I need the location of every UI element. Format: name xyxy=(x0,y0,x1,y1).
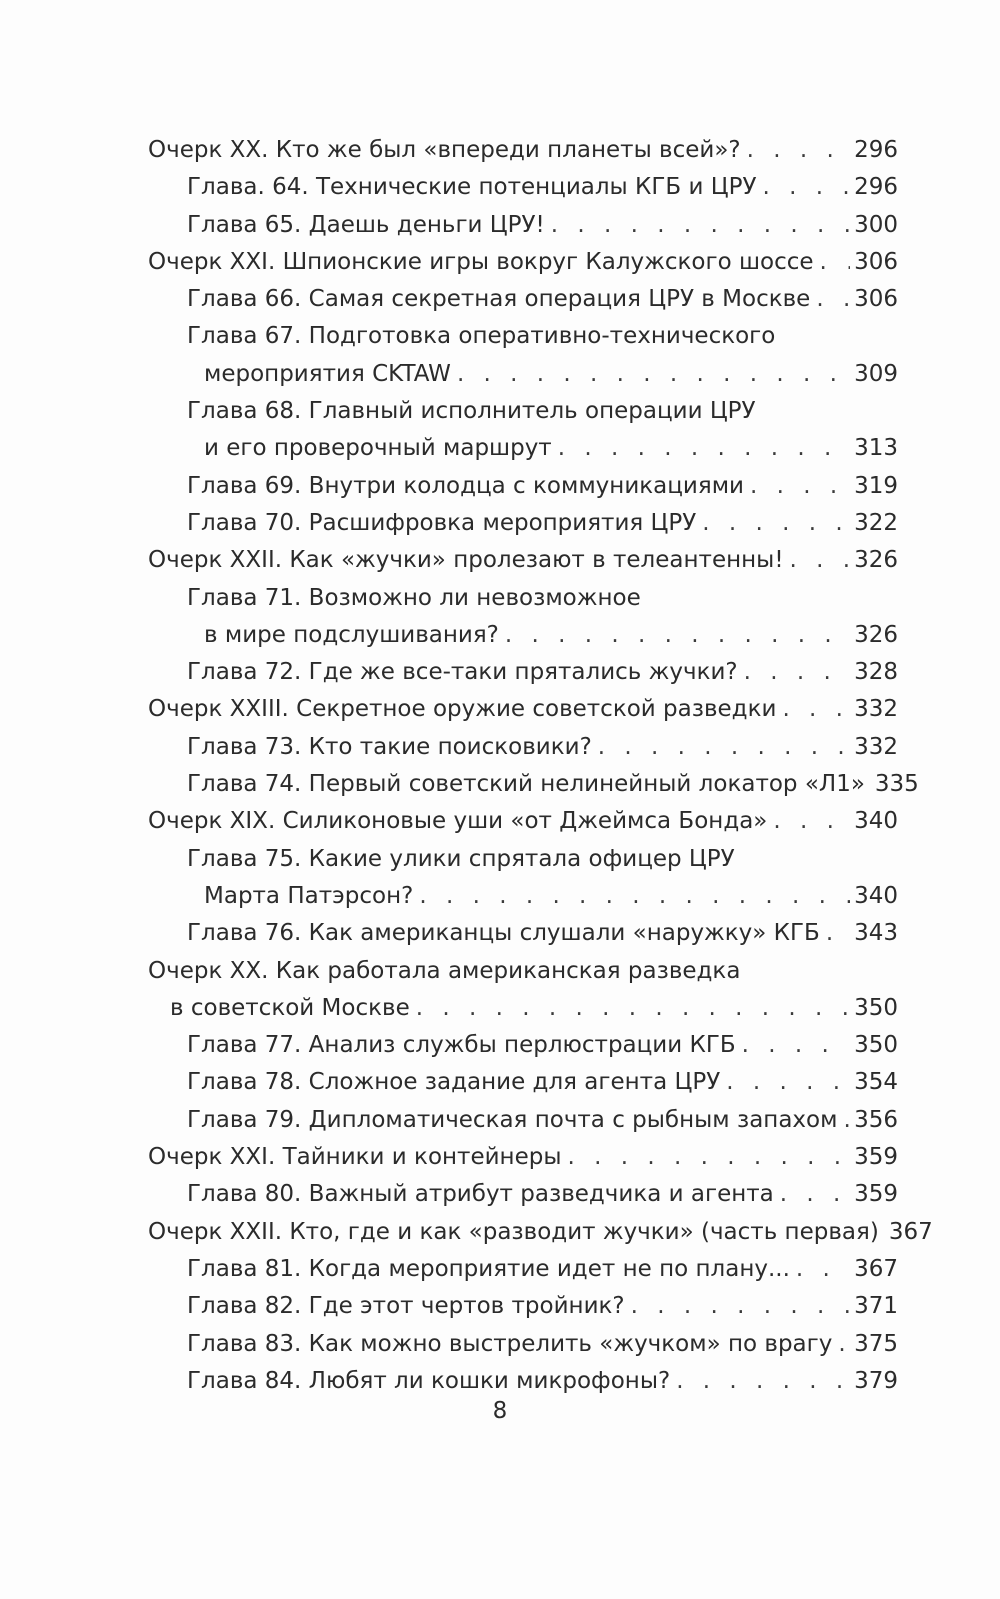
toc-chapter-entry xyxy=(148,729,898,766)
toc-page-number: 328 xyxy=(854,659,898,686)
toc-line xyxy=(187,580,898,617)
toc-section-entry xyxy=(148,244,898,281)
toc-line xyxy=(187,281,898,318)
toc-line xyxy=(148,803,898,840)
toc-title: Глава 69. Внутри колодца с коммуникациями xyxy=(187,472,744,499)
toc-chapter-entry xyxy=(148,654,898,691)
toc-line xyxy=(187,1363,898,1400)
dot-leader xyxy=(558,430,850,467)
dot-leader xyxy=(843,1102,850,1139)
toc-title: Очерк XX. Как работала американская разведка xyxy=(148,957,741,984)
dot-leader xyxy=(773,803,850,840)
toc-chapter-entry xyxy=(148,468,898,505)
toc-title: Глава 71. Возможно ли невозможное xyxy=(187,584,641,611)
dot-leader xyxy=(505,617,850,654)
page-number: 8 xyxy=(492,1398,508,1424)
toc-chapter-entry xyxy=(148,393,898,468)
table-of-contents xyxy=(148,132,933,1400)
toc-line xyxy=(148,691,898,728)
toc-page-number: 322 xyxy=(854,509,898,536)
toc-page-number: 326 xyxy=(854,621,898,648)
toc-section-entry xyxy=(148,1214,933,1251)
toc-page-number: 296 xyxy=(854,174,898,201)
dot-leader xyxy=(702,505,850,542)
toc-title: в мире подслушивания? xyxy=(204,621,499,648)
toc-page-number: 319 xyxy=(854,472,898,499)
toc-chapter-entry xyxy=(148,1326,898,1363)
toc-chapter-entry xyxy=(148,1027,898,1064)
toc-line xyxy=(187,766,919,803)
toc-page-number: 340 xyxy=(854,808,898,835)
toc-line xyxy=(187,915,898,952)
toc-line xyxy=(148,244,898,281)
toc-title: Очерк XXII. Как «жучки» пролезают в телеантенны! xyxy=(148,547,784,574)
toc-line xyxy=(187,468,898,505)
toc-page-number: 332 xyxy=(854,696,898,723)
dot-leader xyxy=(416,990,850,1027)
toc-chapter-entry xyxy=(148,1176,898,1213)
toc-title: Глава 72. Где же все-таки прятались жучки? xyxy=(187,659,738,686)
toc-line xyxy=(187,654,898,691)
toc-page-number: 309 xyxy=(854,360,898,387)
dot-leader xyxy=(457,356,850,393)
toc-section-entry xyxy=(148,132,898,169)
toc-line xyxy=(148,132,898,169)
toc-title: Очерк XXI. Шпионские игры вокруг Калужского шоссе xyxy=(148,248,814,275)
dot-leader xyxy=(790,542,851,579)
toc-line xyxy=(187,1251,898,1288)
dot-leader xyxy=(750,468,850,505)
dot-leader xyxy=(568,1139,851,1176)
toc-page-number: 332 xyxy=(854,733,898,760)
dot-leader xyxy=(816,281,850,318)
toc-line xyxy=(187,1288,898,1325)
toc-chapter-entry xyxy=(148,766,919,803)
toc-line xyxy=(148,1214,933,1251)
toc-chapter-entry xyxy=(148,169,898,206)
toc-line xyxy=(187,505,898,542)
toc-title: Глава 67. Подготовка оперативно-технического xyxy=(187,323,776,350)
toc-title: мероприятия CKTAW xyxy=(204,360,451,387)
toc-title: Очерк XXI. Тайники и контейнеры xyxy=(148,1144,562,1171)
toc-line xyxy=(187,841,898,878)
toc-line xyxy=(148,990,898,1027)
toc-title: Глава 76. Как американцы слушали «наружку» КГБ xyxy=(187,920,820,947)
toc-chapter-entry xyxy=(148,1102,898,1139)
toc-page-number: 367 xyxy=(854,1255,898,1282)
dot-leader xyxy=(744,654,850,691)
dot-leader xyxy=(551,207,850,244)
toc-chapter-entry xyxy=(148,505,898,542)
toc-page-number: 306 xyxy=(854,248,898,275)
dot-leader xyxy=(747,132,850,169)
dot-leader xyxy=(631,1288,850,1325)
toc-page-number: 340 xyxy=(854,882,898,909)
toc-line xyxy=(187,318,898,355)
toc-page-number: 335 xyxy=(874,771,919,798)
toc-title: Глава 74. Первый советский нелинейный локатор «Л1» xyxy=(187,771,865,798)
toc-title: Марта Патэрсон? xyxy=(204,882,414,909)
toc-title: Очерк XX. Кто же был «впереди планеты всей»? xyxy=(148,137,741,163)
toc-chapter-entry xyxy=(148,1363,898,1400)
toc-page-number: 313 xyxy=(854,435,898,462)
toc-line xyxy=(187,1064,898,1101)
toc-chapter-entry xyxy=(148,318,898,393)
toc-page-number: 350 xyxy=(854,994,898,1021)
toc-line xyxy=(187,1102,898,1139)
dot-leader xyxy=(820,244,851,281)
toc-title: Очерк XIX. Силиконовые уши «от Джеймса Бонда» xyxy=(148,808,768,835)
toc-page-number: 326 xyxy=(854,547,898,574)
toc-page-number: 375 xyxy=(854,1330,898,1357)
toc-chapter-entry xyxy=(148,841,898,916)
toc-chapter-entry xyxy=(148,1288,898,1325)
toc-title: Глава 77. Анализ службы перлюстрации КГБ xyxy=(187,1032,736,1059)
toc-page-number: 343 xyxy=(854,920,898,947)
dot-leader xyxy=(780,1176,850,1213)
dot-leader xyxy=(826,915,850,952)
toc-line xyxy=(187,878,898,915)
toc-title: Глава 82. Где этот чертов тройник? xyxy=(187,1293,625,1320)
dot-leader xyxy=(598,729,850,766)
toc-title: Очерк XXIII. Секретное оружие советской разведки xyxy=(148,696,777,723)
toc-chapter-entry xyxy=(148,1251,898,1288)
toc-line xyxy=(187,1176,898,1213)
toc-title: Глава 65. Даешь деньги ЦРУ! xyxy=(187,211,545,238)
toc-page-number: 306 xyxy=(854,286,898,313)
toc-title: Очерк XXII. Кто, где и как «разводит жучки» (часть первая) xyxy=(148,1218,879,1245)
toc-title: Глава 73. Кто такие поисковики? xyxy=(187,733,592,760)
toc-title: в советской Москве xyxy=(170,994,410,1021)
toc-page-number: 300 xyxy=(854,211,898,238)
toc-section-entry xyxy=(148,953,898,1028)
toc-title: Глава 78. Сложное задание для агента ЦРУ xyxy=(187,1069,721,1096)
toc-page-number: 379 xyxy=(854,1367,898,1394)
toc-chapter-entry xyxy=(148,580,898,655)
toc-line xyxy=(187,169,898,206)
dot-leader xyxy=(796,1251,850,1288)
toc-page-number: 356 xyxy=(854,1106,898,1133)
toc-title: Глава. 64. Технические потенциалы КГБ и ЦРУ xyxy=(187,174,757,201)
toc-section-entry xyxy=(148,1139,898,1176)
toc-line xyxy=(148,953,898,990)
toc-line xyxy=(187,393,898,430)
toc-line xyxy=(148,542,898,579)
toc-chapter-entry xyxy=(148,915,898,952)
dot-leader xyxy=(742,1027,850,1064)
toc-page-number: 371 xyxy=(854,1293,898,1320)
toc-page-number: 354 xyxy=(854,1069,898,1096)
toc-title: Глава 66. Самая секретная операция ЦРУ в Москве xyxy=(187,286,811,313)
toc-chapter-entry xyxy=(148,207,898,244)
toc-title: Глава 68. Главный исполнитель операции ЦРУ xyxy=(187,398,756,425)
toc-chapter-entry xyxy=(148,1064,898,1101)
dot-leader xyxy=(782,691,850,728)
toc-line xyxy=(187,617,898,654)
dot-leader xyxy=(838,1326,850,1363)
toc-page-number: 359 xyxy=(854,1181,898,1208)
toc-section-entry xyxy=(148,691,898,728)
toc-title: Глава 84. Любят ли кошки микрофоны? xyxy=(187,1367,671,1394)
toc-title: Глава 70. Расшифровка мероприятия ЦРУ xyxy=(187,509,697,536)
toc-title: Глава 81. Когда мероприятие идет не по плану... xyxy=(187,1255,790,1282)
dot-leader xyxy=(676,1363,850,1400)
dot-leader xyxy=(419,878,850,915)
dot-leader xyxy=(762,169,850,206)
toc-line xyxy=(187,729,898,766)
toc-line xyxy=(187,430,898,467)
toc-page-number: 350 xyxy=(854,1032,898,1059)
toc-title: и его проверочный маршрут xyxy=(204,435,552,462)
toc-line xyxy=(187,207,898,244)
toc-title: Глава 83. Как можно выстрелить «жучком» по врагу xyxy=(187,1330,833,1357)
toc-title: Глава 80. Важный атрибут разведчика и агента xyxy=(187,1181,774,1208)
toc-page-number: 367 xyxy=(888,1218,933,1245)
toc-line xyxy=(187,1027,898,1064)
toc-line xyxy=(187,356,898,393)
toc-page-number: 296 xyxy=(854,137,898,163)
toc-chapter-entry xyxy=(148,281,898,318)
toc-section-entry xyxy=(148,542,898,579)
toc-title: Глава 79. Дипломатическая почта с рыбным запахом xyxy=(187,1106,838,1133)
toc-page-number: 359 xyxy=(854,1144,898,1171)
toc-title: Глава 75. Какие улики спрятала офицер ЦРУ xyxy=(187,845,735,872)
toc-line xyxy=(148,1139,898,1176)
toc-section-entry xyxy=(148,803,898,840)
dot-leader xyxy=(726,1064,850,1101)
toc-line xyxy=(187,1326,898,1363)
